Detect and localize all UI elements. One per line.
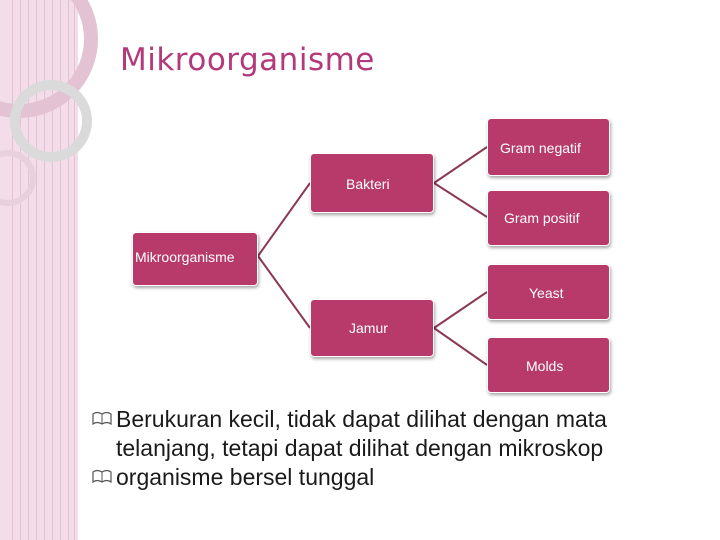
node-gram-negatif	[487, 118, 610, 176]
node-label: Mikroorganisme	[135, 249, 235, 265]
connector-bakteri-gram-negatif	[434, 147, 487, 183]
book-bullet-icon	[92, 469, 112, 483]
node-yeast	[487, 264, 610, 320]
node-label: Gram positif	[504, 210, 580, 226]
node-label: Gram negatif	[500, 140, 581, 156]
bullet-item	[92, 405, 692, 463]
connector-bakteri-gram-positif	[434, 183, 487, 217]
bullet-text: Berukuran kecil, tidak dapat dilihat dengan mata telanjang, tetapi dapat dilihat dengan mikroskop	[116, 406, 607, 461]
connector-root-jamur	[258, 256, 310, 328]
node-gram-positif	[487, 190, 610, 246]
slide-title: Mikroorganisme	[120, 42, 375, 78]
node-label: Bakteri	[346, 176, 390, 192]
node-label: Jamur	[349, 320, 388, 336]
bullet-list	[92, 405, 692, 492]
node-mikroorganisme	[132, 232, 258, 286]
bullet-text: organisme bersel tunggal	[116, 464, 375, 490]
connector-jamur-molds	[434, 328, 487, 365]
node-label: Molds	[526, 358, 564, 374]
connector-root-bakteri	[258, 183, 310, 256]
node-molds	[487, 337, 610, 393]
node-label: Yeast	[529, 285, 564, 301]
book-bullet-icon	[92, 411, 112, 425]
node-jamur	[310, 299, 434, 357]
bullet-item	[92, 463, 692, 492]
connector-jamur-yeast	[434, 292, 487, 328]
node-bakteri	[310, 153, 434, 213]
